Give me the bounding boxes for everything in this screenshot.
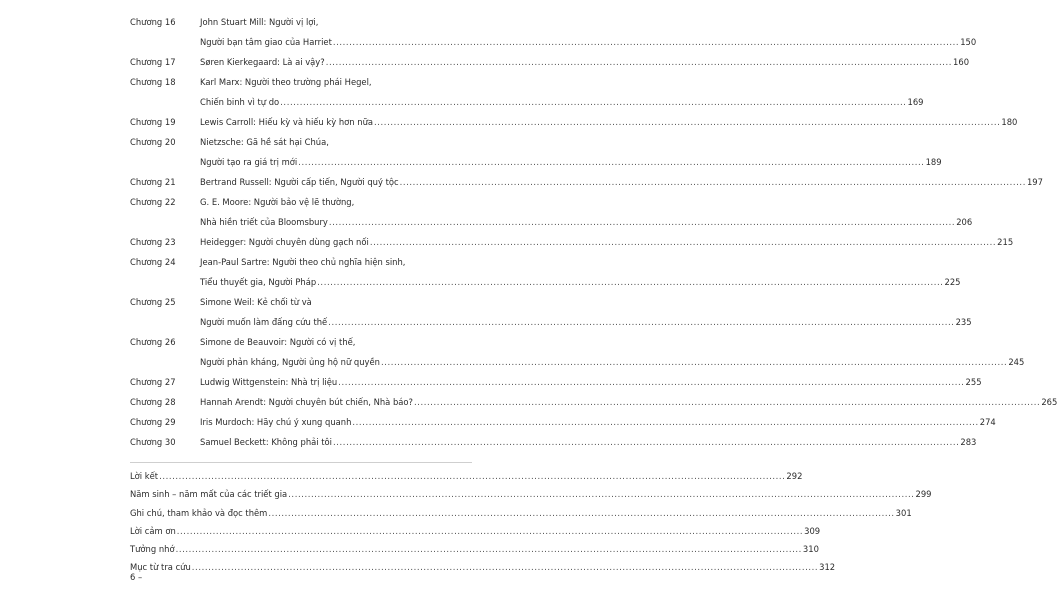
chapter-title-line	[200, 312, 972, 332]
chapter-title-block	[200, 252, 961, 292]
page-ref: 206	[956, 217, 973, 227]
chapter-title-block	[200, 412, 996, 432]
toc-entry	[130, 52, 970, 72]
toc-entry	[130, 72, 924, 112]
toc-entry	[130, 332, 1025, 372]
chapter-title-block	[200, 132, 942, 172]
dot-leader	[288, 485, 914, 503]
chapter-number: Chương 25	[130, 297, 176, 307]
chapter-title-line	[200, 112, 1017, 132]
back-matter-entry	[130, 540, 819, 558]
chapter-title-line	[200, 152, 942, 172]
table-of-contents	[130, 12, 1057, 577]
chapter-title-block	[200, 232, 1013, 252]
back-matter-entry	[130, 522, 821, 540]
back-matter-title: Lời kết	[130, 471, 159, 481]
page-ref: 189	[925, 157, 942, 167]
page-number: 6 –	[130, 572, 143, 582]
chapter-title-line	[200, 272, 961, 292]
chapter-title-line	[200, 352, 1024, 372]
toc-entry	[130, 132, 942, 172]
dot-leader	[329, 212, 955, 232]
chapter-title-block	[200, 332, 1024, 372]
page-ref: 255	[965, 377, 982, 387]
chapter-number: Chương 22	[130, 197, 176, 207]
chapter-title-line	[200, 92, 924, 112]
chapter-title-block	[200, 112, 1017, 132]
toc-entry	[130, 432, 977, 452]
chapter-title-line	[200, 292, 972, 312]
chapter-number: Chương 27	[130, 377, 176, 387]
dot-leader	[370, 232, 996, 252]
chapter-title-block	[200, 432, 976, 452]
chapter-title: Karl Marx: Người theo trường phái Hegel,	[200, 77, 372, 87]
toc-entry	[130, 292, 972, 332]
toc-entry	[130, 112, 1018, 132]
section-divider	[130, 462, 472, 463]
chapter-number: Chương 16	[130, 17, 176, 27]
back-matter-title: Mục từ tra cứu	[130, 562, 191, 573]
chapter-title-line	[200, 232, 1013, 252]
chapter-number: Chương 26	[130, 337, 176, 347]
chapter-title: Người muốn làm đấng cứu thế	[200, 317, 328, 327]
chapter-number: Chương 17	[130, 57, 176, 67]
chapter-title: Heidegger: Người chuyên dùng gạch nối	[200, 237, 369, 247]
chapter-title: Tiểu thuyết gia, Người Pháp	[200, 277, 317, 287]
chapter-title-block	[200, 52, 969, 72]
chapter-title-line	[200, 132, 942, 152]
chapter-title: John Stuart Mill: Người vị lợi,	[200, 17, 319, 27]
toc-entry	[130, 392, 1057, 412]
chapter-title: G. E. Moore: Người bảo vệ lẽ thường,	[200, 197, 355, 207]
chapter-number: Chương 18	[130, 77, 176, 87]
chapter-list	[130, 12, 1057, 452]
page-ref: 292	[786, 471, 803, 481]
back-matter-entry	[130, 558, 836, 576]
page-ref: 160	[953, 57, 970, 67]
chapter-title-line	[200, 52, 969, 72]
chapter-title: Jean-Paul Sartre: Người theo chủ nghĩa hiện sinh,	[200, 257, 406, 267]
toc-entry	[130, 252, 961, 292]
page-ref: 283	[960, 437, 977, 447]
page-ref: 312	[819, 562, 836, 573]
chapter-title-block	[200, 392, 1057, 412]
chapter-title-line	[200, 212, 972, 232]
page-ref: 299	[915, 489, 932, 500]
page-ref: 215	[997, 237, 1014, 247]
dot-leader	[333, 32, 959, 52]
dot-leader	[192, 558, 818, 576]
chapter-number: Chương 30	[130, 437, 176, 447]
chapter-title: Chiến binh vì tự do	[200, 97, 280, 107]
chapter-title-line	[200, 372, 982, 392]
page-ref: 180	[1001, 117, 1018, 127]
dot-leader	[326, 52, 952, 72]
page-ref: 310	[802, 544, 819, 555]
page-ref: 274	[979, 417, 996, 427]
page-ref: 169	[907, 97, 924, 107]
page-ref: 265	[1041, 397, 1057, 407]
chapter-title: Simone Weil: Kẻ chối từ và	[200, 297, 312, 307]
chapter-title: Nietzsche: Gã hề sát hại Chúa,	[200, 137, 329, 147]
chapter-title-line	[200, 172, 1043, 192]
chapter-title-block	[200, 172, 1043, 192]
page-ref: 235	[955, 317, 972, 327]
chapter-title: Người tạo ra giá trị mới	[200, 157, 298, 167]
dot-leader	[176, 540, 802, 558]
page-ref: 225	[944, 277, 961, 287]
chapter-number: Chương 24	[130, 257, 176, 267]
dot-leader	[352, 412, 978, 432]
chapter-title-block	[200, 192, 972, 232]
dot-leader	[317, 272, 943, 292]
dot-leader	[414, 392, 1040, 412]
page-ref: 245	[1008, 357, 1025, 367]
chapter-title-line	[200, 32, 976, 52]
dot-leader	[177, 522, 803, 540]
page-ref: 197	[1026, 177, 1043, 187]
dot-leader	[280, 92, 906, 112]
chapter-title: Iris Murdoch: Hãy chú ý xung quanh	[200, 417, 352, 427]
page-ref: 301	[895, 507, 912, 518]
dot-leader	[159, 467, 785, 485]
toc-entry	[130, 192, 973, 232]
dot-leader	[298, 152, 924, 172]
back-matter-entry	[130, 467, 803, 485]
chapter-title: Ludwig Wittgenstein: Nhà trị liệu	[200, 377, 338, 387]
toc-entry	[130, 232, 1014, 252]
dot-leader	[328, 312, 954, 332]
chapter-title-line	[200, 392, 1057, 412]
chapter-number: Chương 21	[130, 177, 176, 187]
chapter-number: Chương 28	[130, 397, 176, 407]
chapter-title: Hannah Arendt: Người chuyên bút chiến, Nhà báo?	[200, 397, 413, 407]
chapter-title: Samuel Beckett: Không phải tôi	[200, 437, 333, 447]
toc-entry	[130, 412, 996, 432]
chapter-title: Người bạn tâm giao của Harriet	[200, 37, 332, 47]
chapter-title: Simone de Beauvoir: Người có vị thế,	[200, 337, 356, 347]
dot-leader	[381, 352, 1007, 372]
dot-leader	[374, 112, 1000, 132]
back-matter-entry	[130, 504, 912, 522]
chapter-number: Chương 20	[130, 137, 176, 147]
chapter-title-block	[200, 292, 972, 332]
chapter-title-block	[200, 12, 976, 52]
chapter-title-line	[200, 12, 976, 32]
toc-entry	[130, 172, 1043, 192]
chapter-title: Bertrand Russell: Người cấp tiến, Người quý tộc	[200, 177, 399, 187]
chapter-title: Người phản kháng, Người ủng hộ nữ quyền	[200, 357, 380, 367]
back-matter-title: Lời cảm ơn	[130, 525, 176, 536]
chapter-title-line	[200, 252, 961, 272]
chapter-title-line	[200, 72, 924, 92]
chapter-number: Chương 19	[130, 117, 176, 127]
chapter-number: Chương 29	[130, 417, 176, 427]
dot-leader	[268, 504, 894, 522]
back-matter-entry	[130, 485, 932, 503]
chapter-title-block	[200, 72, 924, 112]
back-matter-title: Tưởng nhớ	[130, 544, 175, 555]
chapter-title-line	[200, 332, 1024, 352]
chapter-title-line	[200, 192, 972, 212]
chapter-title: Nhà hiền triết của Bloomsbury	[200, 217, 328, 227]
back-matter-title: Năm sinh – năm mất của các triết gia	[130, 489, 288, 500]
chapter-number: Chương 23	[130, 237, 176, 247]
toc-entry	[130, 12, 977, 52]
chapter-title: Søren Kierkegaard: Là ai vậy?	[200, 57, 325, 67]
back-matter-title: Ghi chú, tham khảo và đọc thêm	[130, 507, 268, 518]
chapter-title-line	[200, 432, 976, 452]
chapter-title-block	[200, 372, 982, 392]
dot-leader	[400, 172, 1026, 192]
page-ref: 150	[960, 37, 977, 47]
toc-entry	[130, 372, 982, 392]
chapter-title-line	[200, 412, 996, 432]
page-ref: 309	[804, 525, 821, 536]
dot-leader	[338, 372, 964, 392]
chapter-title: Lewis Carroll: Hiếu kỳ và hiếu kỳ hơn nữa	[200, 117, 374, 127]
back-matter-list	[130, 467, 932, 577]
dot-leader	[333, 432, 959, 452]
